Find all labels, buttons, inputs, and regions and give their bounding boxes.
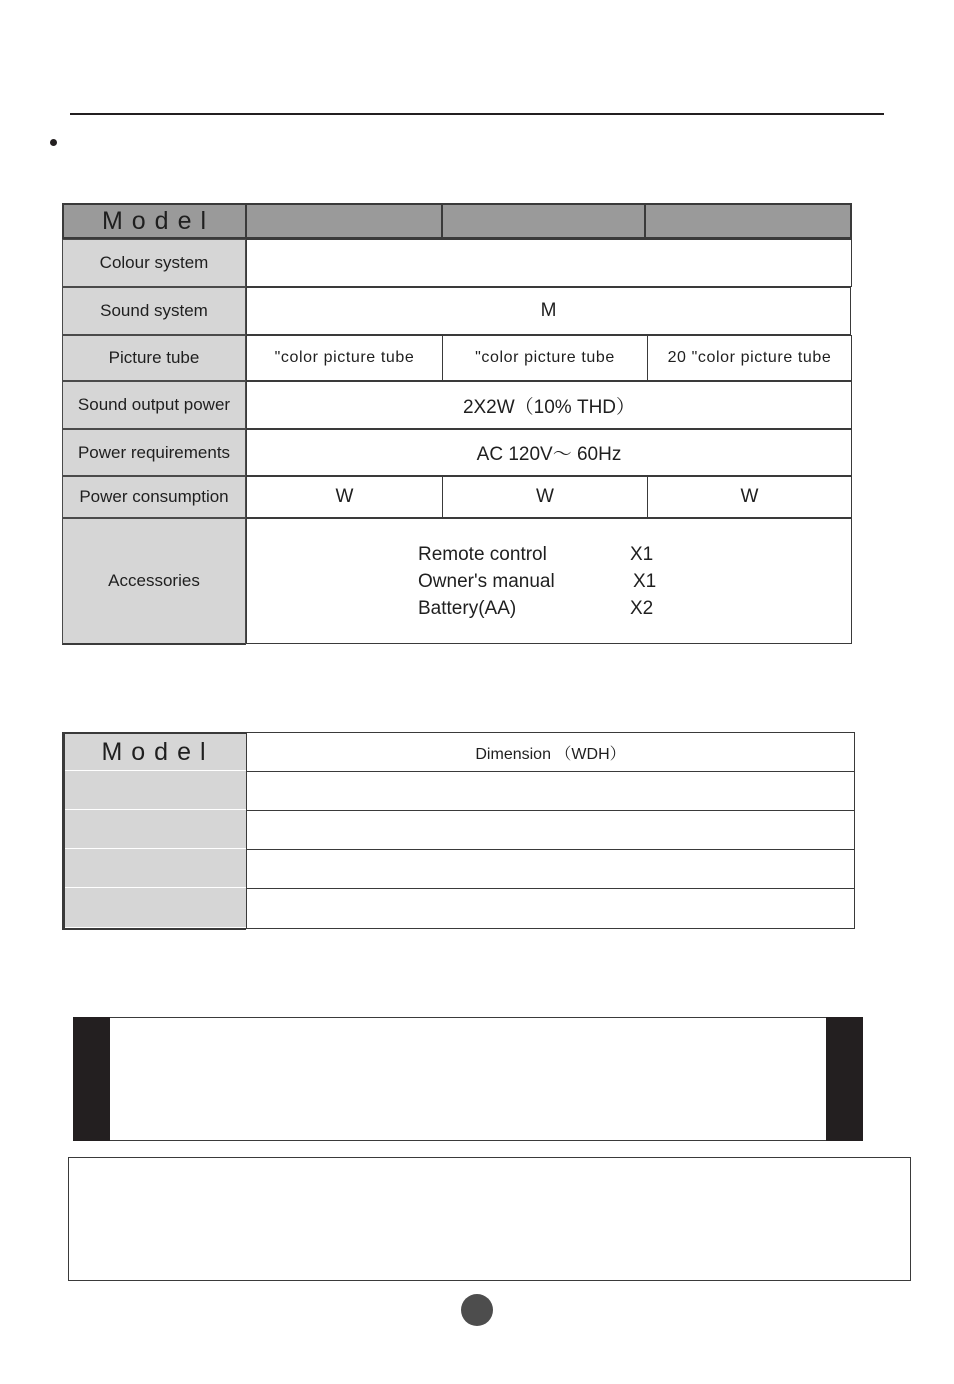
accessory-item xyxy=(418,568,656,595)
model-header-label: Model xyxy=(101,206,216,235)
sound-system-value: M xyxy=(540,300,557,321)
picture-tube-label-cell xyxy=(62,335,246,381)
sound-output-power-label-cell xyxy=(62,381,246,429)
bullet-point xyxy=(50,139,57,146)
accessories-label-cell xyxy=(62,518,246,645)
info-box xyxy=(68,1157,911,1281)
sound-system-label: Sound system xyxy=(100,301,208,320)
dimension-model-header-label: Model xyxy=(101,737,215,766)
model-column-3-header xyxy=(644,203,852,239)
dimension-value-cell-3 xyxy=(246,849,855,889)
power-consumption-value-1-cell xyxy=(246,476,443,518)
notice-right-bar xyxy=(826,1017,863,1141)
dimension-table xyxy=(62,732,855,931)
spec-table xyxy=(62,203,852,645)
dimension-model-cell-4 xyxy=(65,888,246,928)
sound-system-value-cell xyxy=(246,287,851,335)
power-requirements-label: Power requirements xyxy=(77,442,231,462)
power-requirements-label-cell xyxy=(62,429,246,476)
notice-box xyxy=(73,1017,863,1141)
colour-system-label: Colour system xyxy=(99,253,209,272)
accessory-item xyxy=(418,595,653,622)
model-column-2-header xyxy=(441,203,646,239)
accessory-item xyxy=(418,541,653,568)
header-rule xyxy=(70,113,884,115)
power-consumption-label-cell xyxy=(62,476,246,518)
power-requirements-value-cell xyxy=(246,429,852,476)
picture-tube-value-2-cell xyxy=(442,335,648,381)
power-consumption-value-2-cell xyxy=(442,476,648,518)
power-consumption-label: Power consumption xyxy=(79,487,229,506)
accessory-qty: X1 xyxy=(630,543,654,565)
accessory-qty: X2 xyxy=(630,597,654,619)
colour-system-label-cell xyxy=(62,239,246,287)
picture-tube-value-3: 20 "color picture tube xyxy=(667,349,832,366)
picture-tube-value-3-cell xyxy=(647,335,852,381)
model-header-cell xyxy=(62,203,247,239)
model-column-1-header xyxy=(245,203,443,239)
dimension-model-cell-1 xyxy=(65,771,246,810)
dimension-header-cell xyxy=(246,732,855,772)
accessories-label: Accessories xyxy=(108,571,200,590)
power-consumption-value-3-cell xyxy=(647,476,852,518)
dimension-value-cell-2 xyxy=(246,810,855,850)
accessory-name: Remote control xyxy=(418,543,547,565)
colour-system-value-cell xyxy=(246,239,852,287)
sound-output-power-label: Sound output power xyxy=(77,395,231,414)
dimension-model-header-cell xyxy=(62,732,246,771)
power-requirements-value: AC 120V～ 60Hz xyxy=(476,444,622,465)
sound-output-power-value-cell xyxy=(246,381,852,429)
power-consumption-value-2: W xyxy=(536,486,554,507)
dimension-model-cell-3 xyxy=(65,849,246,888)
picture-tube-value-1-cell xyxy=(246,335,443,381)
accessory-name: Battery(AA) xyxy=(418,597,517,619)
accessory-name: Owner's manual xyxy=(418,570,555,592)
power-consumption-value-3: W xyxy=(740,486,759,507)
power-consumption-value-1: W xyxy=(335,486,354,507)
picture-tube-value-2: "color picture tube xyxy=(475,349,615,366)
accessory-qty: X1 xyxy=(633,570,657,592)
dimension-table-left-rule xyxy=(62,732,65,930)
dimension-value-cell-1 xyxy=(246,771,855,811)
dimension-table-bottom-rule xyxy=(62,928,246,930)
sound-output-power-value: 2X2W（10% THD） xyxy=(462,396,636,418)
dimension-model-cell-2 xyxy=(65,810,246,849)
picture-tube-value-1: "color picture tube xyxy=(274,349,415,366)
notice-left-bar xyxy=(73,1017,110,1141)
accessories-value-cell xyxy=(246,518,852,644)
dimension-value-cell-4 xyxy=(246,888,855,929)
dimension-header-label: Dimension （WDH） xyxy=(475,745,626,763)
page-number-dot xyxy=(461,1294,493,1326)
sound-system-label-cell xyxy=(62,287,246,335)
picture-tube-label: Picture tube xyxy=(108,348,200,367)
